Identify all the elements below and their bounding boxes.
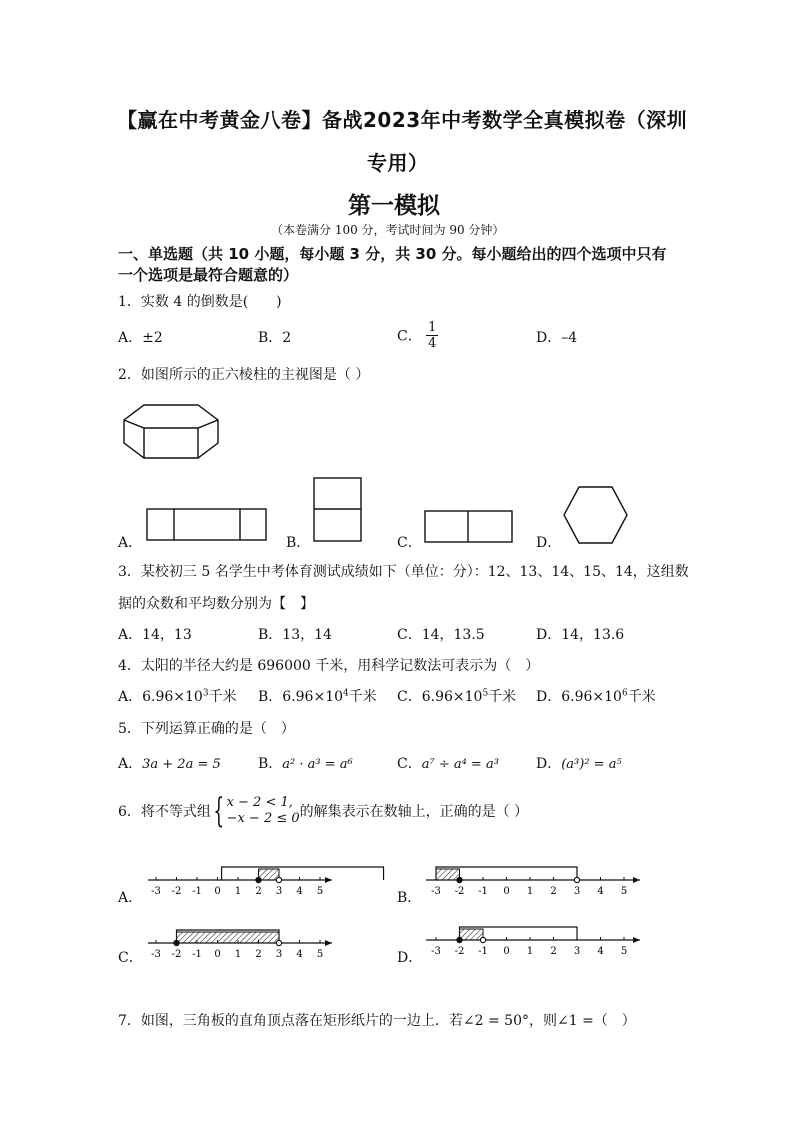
q4-option-d-unit: 千米 bbox=[627, 689, 656, 705]
axis-arrow-icon bbox=[325, 877, 332, 883]
q6-option-d-numberline bbox=[426, 916, 646, 956]
q6-option-b-numberline bbox=[426, 856, 646, 896]
q4-option-b-base: 6.96×10 bbox=[282, 689, 344, 705]
q5-option-d-expr: (a³)² = a⁵ bbox=[561, 757, 622, 772]
q4-option-a-unit: 千米 bbox=[208, 689, 237, 705]
section-heading-line2: 一个选项是最符合题意的） bbox=[118, 266, 299, 284]
q2-option-c-label: C． bbox=[397, 535, 422, 551]
axis-tick-label: 4 bbox=[597, 946, 604, 957]
q5-option-b-label: B． bbox=[258, 756, 283, 772]
axis-tick-label: -3 bbox=[431, 886, 441, 897]
q1-fraction-denominator: 4 bbox=[428, 336, 437, 351]
q6-stem-pre: 6．将不等式组 bbox=[118, 804, 211, 820]
q4-option-b-label: B． bbox=[258, 689, 283, 705]
q6-option-c-label: C． bbox=[118, 950, 143, 966]
q4-option-c bbox=[397, 686, 516, 706]
q5-option-a-expr: 3a + 2a = 5 bbox=[142, 757, 221, 772]
axis-tick-label: 3 bbox=[573, 886, 581, 897]
q5-option-c-label: C． bbox=[397, 756, 422, 772]
q3-option-c: C．14，13.5 bbox=[397, 627, 485, 643]
q5-option-d bbox=[536, 753, 622, 773]
q4-option-c-label: C． bbox=[397, 689, 422, 705]
q4-option-c-exp: 5 bbox=[482, 688, 489, 699]
q6-option-a-numberline bbox=[148, 858, 338, 898]
axis-tick-label: 4 bbox=[296, 949, 303, 960]
q5-option-a bbox=[118, 753, 221, 773]
q4-option-c-unit: 千米 bbox=[488, 689, 517, 705]
q1-option-a: A．±2 bbox=[118, 330, 163, 346]
q4-option-d-label: D． bbox=[536, 689, 562, 705]
axis-tick-label: -1 bbox=[192, 949, 202, 960]
axis-tick-label: 0 bbox=[214, 949, 221, 960]
q1-option-c bbox=[397, 320, 438, 351]
axis-tick-label: 0 bbox=[503, 946, 510, 957]
axis-tick-label: 2 bbox=[550, 886, 557, 897]
axis-tick-label: 1 bbox=[526, 946, 534, 957]
q1-fraction bbox=[426, 320, 438, 351]
axis-tick-label: 0 bbox=[503, 886, 510, 897]
q4-option-a-exp: 3 bbox=[202, 688, 209, 699]
exam-title-line1: 【赢在中考黄金八卷】备战2023年中考数学全真模拟卷（深圳 bbox=[117, 108, 688, 132]
q4-option-c-base: 6.96×10 bbox=[421, 689, 483, 705]
closed-endpoint bbox=[457, 937, 462, 942]
q5-option-a-label: A． bbox=[118, 756, 143, 772]
q7-stem: 7．如图，三角板的直角顶点落在矩形纸片的一边上．若∠2 = 50°，则∠1 =（ ） bbox=[118, 1013, 636, 1029]
hex-prism-figure bbox=[120, 400, 230, 460]
axis-tick-label: -3 bbox=[151, 886, 161, 897]
exam-note: （本卷满分 100 分，考试时间为 90 分钟） bbox=[271, 223, 505, 237]
solution-shading bbox=[177, 932, 280, 943]
q1-option-b: B．2 bbox=[258, 330, 292, 346]
q1-stem: 1．实数 4 的倒数是( ) bbox=[118, 294, 282, 310]
interval-bracket bbox=[222, 867, 384, 880]
axis-arrow-icon bbox=[325, 940, 332, 946]
q3-stem-line2: 据的众数和平均数分别为【 】 bbox=[118, 596, 314, 612]
q1-option-d: D．–4 bbox=[536, 330, 578, 346]
axis-tick-label: 5 bbox=[316, 886, 324, 897]
axis-tick-label: 3 bbox=[275, 886, 283, 897]
q5-option-d-label: D． bbox=[536, 756, 562, 772]
q6-inequality-system bbox=[227, 795, 300, 827]
q3-option-a: A．14，13 bbox=[118, 627, 192, 643]
axis-tick-label: -1 bbox=[478, 886, 488, 897]
axis-tick-label: 3 bbox=[275, 949, 283, 960]
closed-endpoint bbox=[457, 877, 462, 882]
q2-option-a-label: A． bbox=[118, 535, 143, 551]
q6-inequality-2: −x − 2 ≤ 0 bbox=[226, 811, 300, 826]
open-endpoint bbox=[574, 877, 579, 882]
closed-endpoint bbox=[256, 877, 261, 882]
q5-option-c bbox=[397, 753, 499, 773]
q2-option-a-figure bbox=[146, 508, 268, 542]
axis-tick-label: 4 bbox=[597, 886, 604, 897]
q5-stem: 5．下列运算正确的是（ ） bbox=[118, 721, 295, 737]
q1-option-c-label: C． bbox=[397, 328, 422, 345]
solution-shading bbox=[460, 929, 484, 940]
axis-tick-label: 1 bbox=[526, 886, 534, 897]
q6-stem bbox=[118, 791, 529, 831]
q2-option-d-label: D． bbox=[536, 535, 562, 551]
q6-brace-icon: { bbox=[213, 791, 225, 831]
q3-option-d: D．14，13.6 bbox=[536, 627, 625, 643]
q6-option-d-label: D． bbox=[397, 950, 423, 966]
q2-option-b-figure bbox=[313, 477, 363, 543]
axis-arrow-icon bbox=[633, 877, 640, 883]
exam-subtitle: 第一模拟 bbox=[348, 193, 440, 219]
q6-option-b-label: B． bbox=[397, 890, 422, 906]
solution-shading bbox=[436, 869, 460, 880]
q4-option-a bbox=[118, 686, 237, 706]
open-endpoint bbox=[276, 877, 281, 882]
axis-tick-label: -2 bbox=[171, 886, 182, 897]
axis-tick-label: -1 bbox=[478, 946, 488, 957]
q4-option-d bbox=[536, 686, 656, 706]
q4-option-b-exp: 4 bbox=[343, 688, 349, 699]
solution-shading bbox=[259, 869, 280, 880]
q4-option-a-label: A． bbox=[118, 689, 143, 705]
q6-option-a-label: A． bbox=[118, 890, 143, 906]
q6-option-c-numberline bbox=[148, 921, 338, 961]
q1-fraction-numerator: 1 bbox=[428, 320, 437, 335]
q3-option-b: B．13，14 bbox=[258, 627, 332, 643]
axis-tick-label: 0 bbox=[214, 886, 221, 897]
q2-stem: 2．如图所示的正六棱柱的主视图是（ ） bbox=[118, 367, 370, 383]
q3-stem-line1: 3．某校初三 5 名学生中考体育测试成绩如下（单位：分）：12、13、14、15、14，这组数 bbox=[118, 564, 689, 580]
axis-tick-label: -2 bbox=[454, 946, 465, 957]
axis-tick-label: -2 bbox=[454, 886, 465, 897]
axis-tick-label: 5 bbox=[316, 949, 324, 960]
exam-title-line2: 专用） bbox=[367, 151, 429, 175]
q2-option-b-label: B． bbox=[286, 535, 311, 551]
axis-tick-label: 2 bbox=[255, 886, 262, 897]
q6-inequality-1: x − 2 < 1, bbox=[226, 795, 293, 810]
q5-option-c-expr: a⁷ ÷ a⁴ = a³ bbox=[421, 757, 499, 772]
q2-option-c-figure bbox=[424, 510, 514, 544]
q4-option-a-base: 6.96×10 bbox=[142, 689, 203, 705]
axis-tick-label: 1 bbox=[234, 949, 242, 960]
closed-endpoint bbox=[174, 940, 179, 945]
section-heading-line1: 一、单选题（共 10 小题，每小题 3 分，共 30 分。每小题给出的四个选项中只有 bbox=[118, 245, 667, 263]
q4-option-d-exp: 6 bbox=[621, 688, 628, 699]
q4-option-d-base: 6.96×10 bbox=[561, 689, 622, 705]
q6-stem-post: 的解集表示在数轴上，正确的是（ ） bbox=[299, 804, 529, 820]
q4-option-b-unit: 千米 bbox=[348, 689, 377, 705]
axis-arrow-icon bbox=[633, 937, 640, 943]
axis-tick-label: 2 bbox=[255, 949, 262, 960]
axis-tick-label: -3 bbox=[151, 949, 161, 960]
q2-option-d-figure bbox=[563, 486, 629, 546]
axis-tick-label: 3 bbox=[573, 946, 581, 957]
q4-stem: 4．太阳的半径大约是 696000 千米，用科学记数法可表示为（ ） bbox=[118, 658, 540, 674]
open-endpoint bbox=[480, 937, 485, 942]
open-endpoint bbox=[276, 940, 281, 945]
axis-tick-label: 5 bbox=[620, 886, 628, 897]
axis-tick-label: 4 bbox=[296, 886, 303, 897]
q5-option-b-expr: a² · a³ = a⁶ bbox=[282, 757, 353, 772]
axis-tick-label: 1 bbox=[234, 886, 242, 897]
q5-option-b bbox=[258, 753, 353, 773]
axis-tick-label: -3 bbox=[431, 946, 441, 957]
axis-tick-label: -1 bbox=[192, 886, 202, 897]
q4-option-b bbox=[258, 686, 377, 706]
axis-tick-label: 2 bbox=[550, 946, 557, 957]
axis-tick-label: 5 bbox=[620, 946, 628, 957]
axis-tick-label: -2 bbox=[171, 949, 182, 960]
